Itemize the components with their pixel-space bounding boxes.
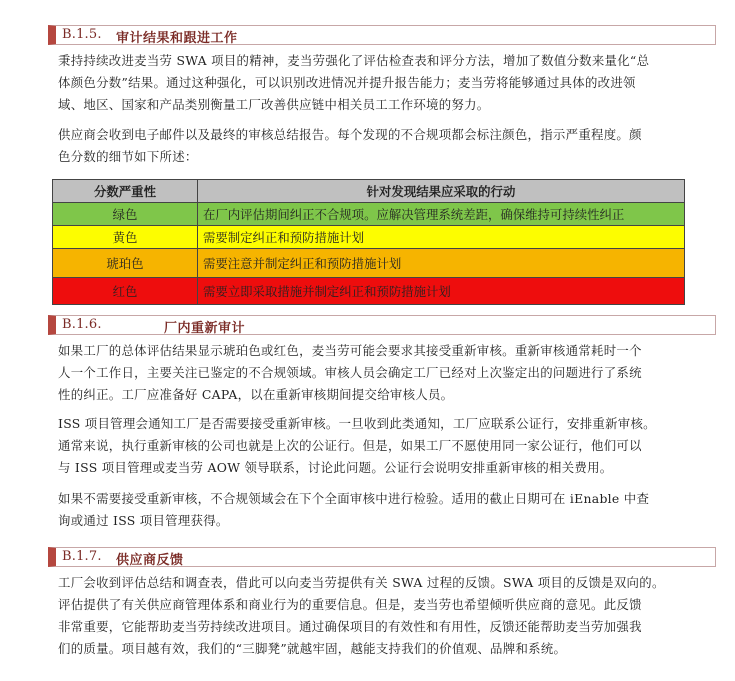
text-line: 评估提供了有关供应商管理体系和商业行为的重要信息。但是，麦当劳也希望倾听供应商的意见。此反馈 — [58, 597, 642, 612]
section-heading-b17 — [48, 547, 716, 567]
text-line: 们的质量。项目越有效，我们的“三脚凳”就越牢固，越能支持我们的价值观、品牌和系统。 — [58, 641, 567, 656]
table-row — [53, 249, 685, 278]
paragraph — [58, 488, 698, 532]
text-line: 与 ISS 项目管理或麦当劳 AOW 领导联系，讨论此问题。公证行会说明安排重新审核的相关费用。 — [58, 460, 613, 475]
text-line: 供应商会收到电子邮件以及最终的审核总结报告。每个发现的不合规项都会标注颜色，指示严重程度。颜 — [58, 127, 642, 142]
table-row — [53, 203, 685, 226]
header-action: 针对发现结果应采取的行动 — [198, 180, 685, 203]
text-line: 体颜色分数”结果。通过这种强化，可以识别改进情况并提升报告能力；麦当劳将能够通过具体的改进领 — [58, 75, 636, 90]
section-title: 供应商反馈 — [116, 553, 184, 568]
paragraph — [58, 572, 698, 660]
text-line: 通常来说，执行重新审核的公司也就是上次的公证行。但是，如果工厂不愿使用同一家公证行，他们可以 — [58, 438, 642, 453]
text-line: 域、地区、国家和产品类别衡量工厂改善供应链中相关员工工作环境的努力。 — [58, 97, 490, 112]
paragraph — [58, 413, 698, 479]
action-cell: 需要立即采取措施并制定纠正和预防措施计划 — [198, 278, 685, 305]
section-title: 厂内重新审计 — [164, 321, 246, 336]
text-line: 非常重要，它能帮助麦当劳持续改进项目。通过确保项目的有效性和有用性，反馈还能帮助麦当劳加强我 — [58, 619, 642, 634]
action-cell: 需要注意并制定纠正和预防措施计划 — [198, 249, 685, 278]
paragraph — [58, 50, 698, 116]
text-line: 如果工厂的总体评估结果显示琥珀色或红色，麦当劳可能会要求其接受重新审核。重新审核通常耗时一个 — [58, 343, 642, 358]
paragraph — [58, 340, 698, 406]
table-header-row — [53, 180, 685, 203]
text-line: 秉持持续改进麦当劳 SWA 项目的精神，麦当劳强化了评估检查表和评分方法，增加了数值分数来量化“总 — [58, 53, 650, 68]
severity-green: 绿色 — [53, 203, 198, 226]
text-line: 如果不需要接受重新审核，不合规领域会在下个全面审核中进行检验。适用的截止日期可在 iEnable 中查 — [58, 491, 650, 506]
severity-table — [52, 179, 685, 305]
text-line: 询或通过 ISS 项目管理获得。 — [58, 513, 229, 528]
severity-red: 红色 — [53, 278, 198, 305]
header-severity: 分数严重性 — [53, 180, 198, 203]
action-cell: 需要制定纠正和预防措施计划 — [198, 226, 685, 249]
text-line: 人一个工作日，主要关注已鉴定的不合规领域。审核人员会确定工厂已经对上次鉴定出的问题进行了系统 — [58, 365, 642, 380]
table-row — [53, 226, 685, 249]
text-line: 性的纠正。工厂应准备好 CAPA，以在重新审核期间提交给审核人员。 — [58, 387, 454, 402]
section-number: B.1.5. — [62, 27, 102, 42]
action-cell: 在厂内评估期间纠正不合规项。应解决管理系统差距，确保维持可持续性纠正 — [198, 203, 685, 226]
section-heading-b15 — [48, 25, 716, 45]
section-number: B.1.6. — [62, 317, 102, 332]
section-heading-b16 — [48, 315, 716, 335]
section-title: 审计结果和跟进工作 — [116, 31, 238, 46]
text-line: 工厂会收到评估总结和调查表，借此可以向麦当劳提供有关 SWA 过程的反馈。SWA 项目的反馈是双向的。 — [58, 575, 665, 590]
section-number: B.1.7. — [62, 549, 102, 564]
table-row — [53, 278, 685, 305]
severity-yellow: 黄色 — [53, 226, 198, 249]
paragraph — [58, 124, 698, 168]
text-line: ISS 项目管理会通知工厂是否需要接受重新审核。一旦收到此类通知，工厂应联系公证行，安排重新审核。 — [58, 416, 656, 431]
text-line: 色分数的细节如下所述： — [58, 149, 198, 164]
severity-amber: 琥珀色 — [53, 249, 198, 278]
